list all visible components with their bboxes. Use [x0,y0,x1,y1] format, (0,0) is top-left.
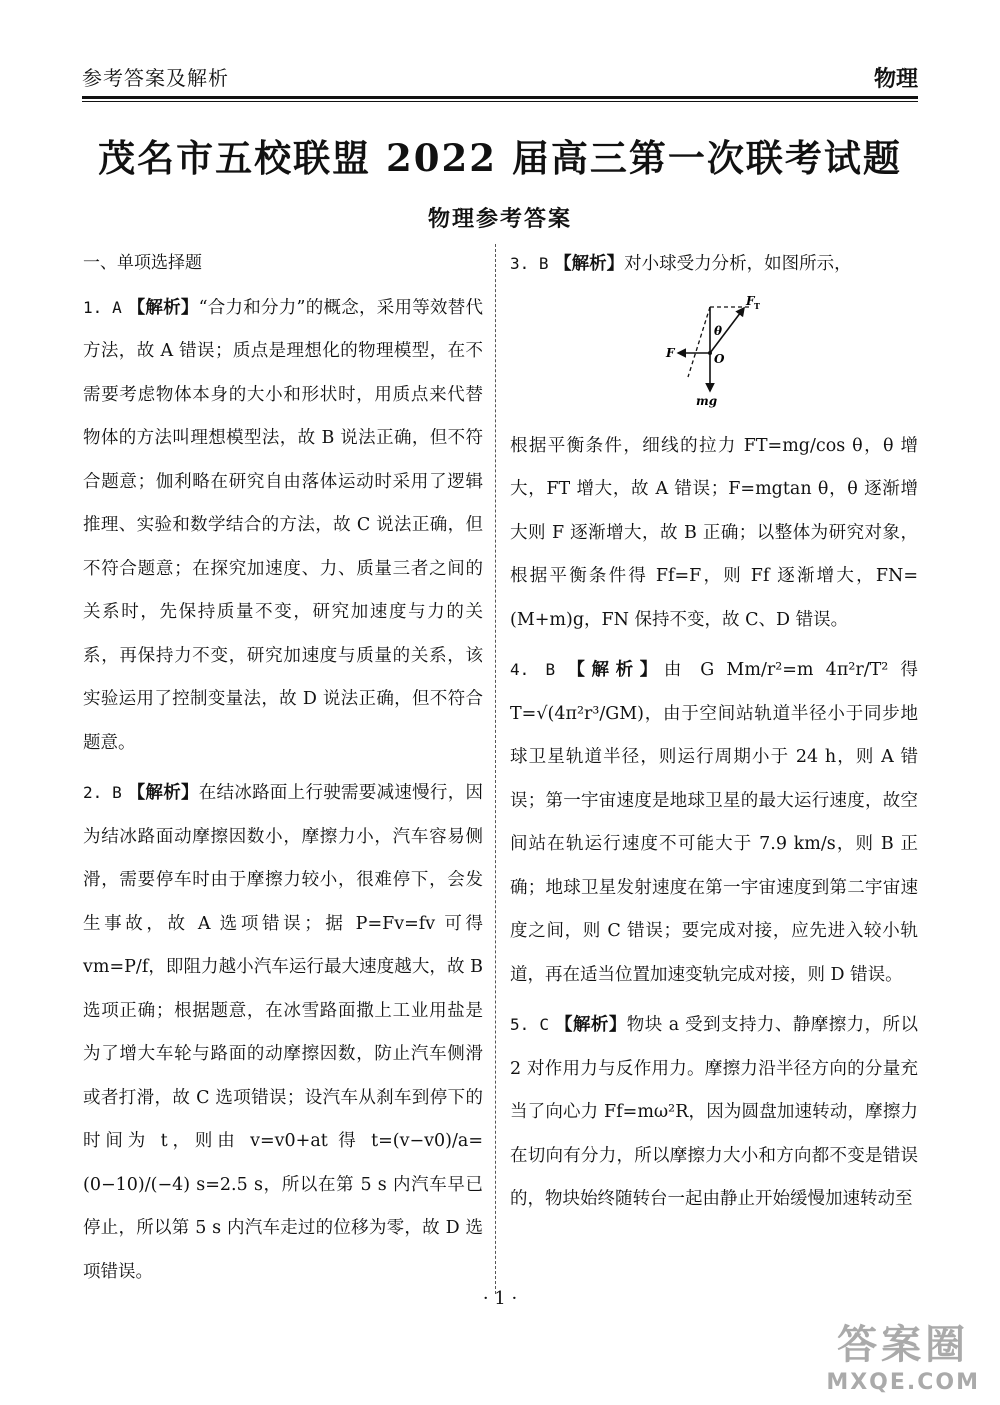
page-subtitle: 物理参考答案 [427,206,572,232]
right-column [510,242,918,1228]
analysis-tag: 【解析】 [555,1015,627,1035]
page-number: · 1 · [482,1288,518,1309]
label-o: O [714,351,725,366]
stamp-url-text: MXQE.COM [826,1370,980,1395]
answer-item-2 [83,771,483,1294]
label-f: F [666,345,675,360]
analysis-tag: 【解析】 [127,783,199,803]
left-column [83,242,483,1300]
ball-point [708,351,712,355]
page-title: 茂名市五校联盟 2022 届高三第一次联考试题 [98,136,902,180]
force-diagram-svg [654,291,774,411]
answer-item-5 [510,1003,918,1222]
answer-item-4 [510,648,918,997]
stamp-logo-text: 答案圈 [837,1322,970,1368]
answer-item-1 [83,286,483,766]
answer-text: 对小球受力分析，如图所示， [624,254,852,274]
answer-item-3-body [510,425,918,643]
question-number: 3. B [510,254,549,273]
header-rule-thin [82,101,918,102]
answer-text: 在结冰路面上行驶需要减速慢行，因为结冰路面动摩擦因数小，摩擦力小，汽车容易侧滑，需要停车时由于摩擦力较小，很难停下，会发生事故，故 A 选项错误；据 P=Fv=fv 可得 vm=P/f，即阻力越小汽车运行最大速度越大，故 B 选项正确；根据题意，在冰雪路面撒上工业用盐是为了增大车轮与路面的动摩擦因数，防止汽车侧滑或者打滑，故 C 选项错误；设汽车从刹车到停下的时间为 t，则由 v=v0+at 得 t=(v−v0)/a=(0−10)/(−4) s=2.5 s，所以在第 5 s 内汽车早已停止，所以第 5 s 内汽车走过的位移为零，故 D 选项错误。 [83,783,483,1282]
answer-text: 物块 a 受到支持力、静摩擦力，所以 2 对作用力与反作用力。摩擦力沿半径方向的分量充当了向心力 Ff=mω²R，因为圆盘加速转动，摩擦力在切向有分力，所以摩擦力大小和方向都不变是错误的，物块始终随转台一起由静止开始缓慢加速转动至 [510,1015,919,1209]
analysis-tag: 【解析】 [567,660,664,680]
question-number: 4. B [510,660,556,679]
tension-dashed-line [688,307,710,377]
answer-item-3 [510,242,918,287]
answer-text: “合力和分力”的概念，采用等效替代方法，故 A 错误；质点是理想化的物理模型，在不需要考虑物体本身的大小和形状时，用质点来代替物体的方法叫理想模型法，故 B 说法正确，但不符合题意；伽利略在研究自由落体运动时采用了逻辑推理、实验和数学结合的方法，故 C 说法正确，但不符合题意；在探究加速度、力、质量三者之间的关系时，先保持质量不变，研究加速度与力的关系，再保持力不变，研究加速度与质量的关系，该实验运用了控制变量法，故 D 说法正确，但不符合题意。 [83,297,483,753]
question-number: 2. B [83,783,122,802]
label-ft-sub: T [754,300,760,311]
label-theta: θ [714,323,723,338]
analysis-tag: 【解析】 [127,297,199,318]
force-diagram [510,291,918,411]
header-left-label: 参考答案及解析 [82,66,229,90]
header-subject-label: 物理 [873,66,918,92]
section-heading: 一、单项选择题 [83,253,202,273]
answer-text: 根据平衡条件，细线的拉力 FT=mg/cos θ，θ 增大，FT 增大，故 A 错误；F=mgtan θ，θ 逐渐增大则 F 逐渐增大，故 B 正确；以整体为研究对象，根据平衡条件得 Ff=F，则 Ff 逐渐增大，FN=(M+m)g，FN 保持不变，故 C、D 错误。 [510,435,918,630]
label-ft: F [746,293,755,308]
watermark-stamp [826,1313,980,1395]
label-mg: mg [696,393,718,408]
analysis-tag: 【解析】 [554,254,625,274]
column-divider [495,244,496,1294]
question-number: 5. C [510,1015,549,1034]
header-rule [82,96,918,99]
question-number: 1. A [83,297,122,317]
answer-text: 由 G Mm/r²=m 4π²r/T² 得 T=√(4π²r³/GM)，由于空间站轨道半径小于同步地球卫星轨道半径，则运行周期小于 24 h，则 A 错误；第一宇宙速度是地球卫星的最大运行速度，故空间站在轨运行速度不可能大于 7.9 km/s，则 B 正确；地球卫星发射速度在第一宇宙速度到第二宇宙速度之间，则 C 错误；要完成对接，应先进入较小轨道，再在适当位置加速变轨完成对接，则 D 错误。 [510,660,918,985]
